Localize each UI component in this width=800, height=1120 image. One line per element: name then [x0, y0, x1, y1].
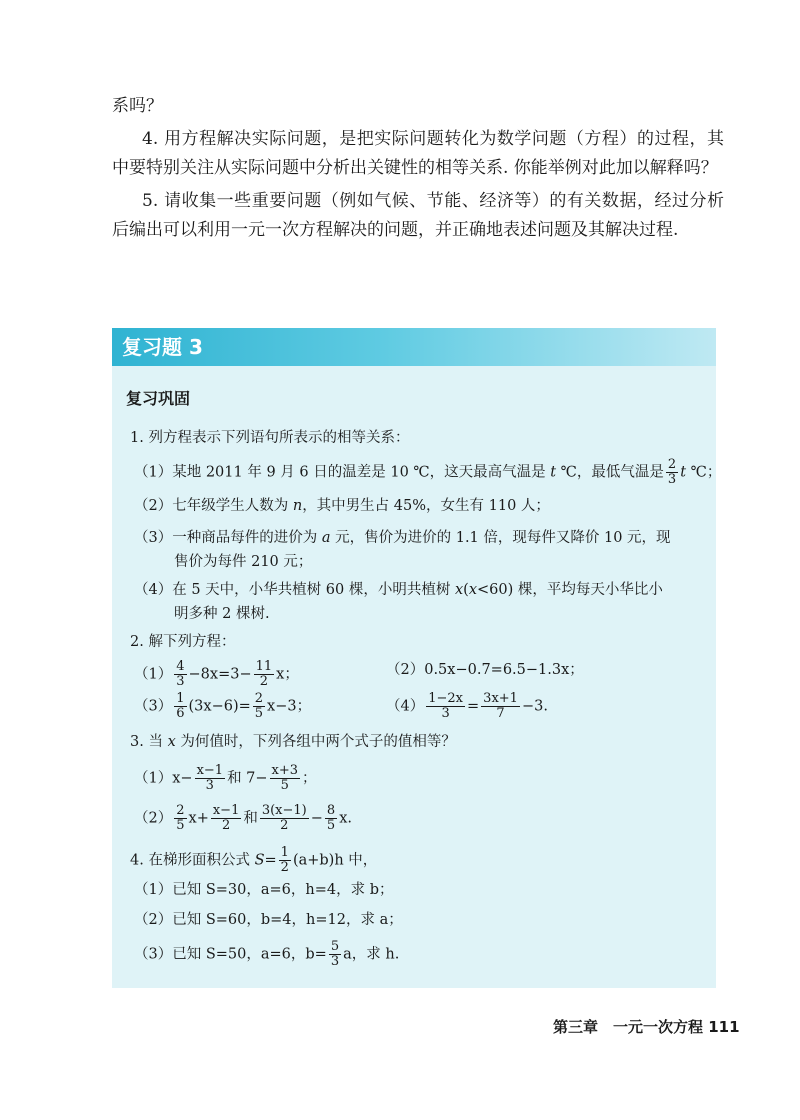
q1-item-4-cont: 明多种 2 棵树. [174, 606, 270, 622]
q1-item-2: （2）七年级学生人数为 n，其中男生占 45%，女生有 110 人； [134, 498, 550, 514]
intro-question-5: 5. 请收集一些重要问题（例如气候、节能、经济等）的有关数据，经过分析后编出可以利用一元一次方程解决的问题，并正确地表述问题及其解决过程. [112, 191, 724, 240]
q4-item-3: （3）已知 S=50，a=6，b= $\frac{5}{3}$ a，求 h. [134, 939, 400, 969]
q4-item-1: （1）已知 S=30，a=6，h=4，求 b； [134, 882, 394, 898]
q3-pair-2: （2） $\frac{2}{5}$ x+ $\frac{x-1}{2}$ 和 $\frac{3(x-1)}{2}$ − $\frac{8}{5}$ x. [134, 803, 352, 833]
q2-eq-4: （4） $\frac{1-2x}{3}$ = $\frac{3x+1}{7}$ −3. [386, 691, 548, 721]
q1-item-1: （1）某地 2011 年 9 月 6 日的温差是 10 ℃，这天最高气温是 t ℃，最低气温是 $\frac{2}{3}$ t ℃； [134, 457, 722, 487]
review-box [112, 328, 722, 988]
page-footer: 第三章 一元一次方程 111 [553, 1018, 740, 1036]
q2-eq-2: （2）0.5x−0.7=6.5−1.3x； [386, 662, 584, 678]
q3-head: 3. 当 x 为何值时，下列各组中两个式子的值相等？ [130, 734, 456, 750]
q4-item-2: （2）已知 S=60，b=4，h=12，求 a； [134, 912, 403, 928]
q2-eq-1: （1） $\frac{4}{3}$ −8x=3− $\frac{11}{2}$ x； [134, 659, 299, 689]
q2-eq-3: （3） $\frac{1}{6}$ (3x−6)= $\frac{2}{5}$ x−3； [134, 691, 312, 721]
q1-item-3-cont: 售价为每件 210 元； [174, 554, 313, 570]
intro-question-4: 4. 用方程解决实际问题，是把实际问题转化为数学问题（方程）的过程，其中要特别关注从实际问题中分析出关键性的相等关系. 你能举例对此加以解释吗？ [112, 129, 724, 178]
q2-head: 2. 解下列方程： [130, 634, 236, 650]
q3-pair-1: （1）x− $\frac{x-1}{3}$ 和 7− $\frac{x+3}{5}$ ； [134, 763, 317, 793]
q1-item-4: （4）在 5 天中，小华共植树 60 棵，小明共植树 x(x<60) 棵，平均每天小华比小 [134, 582, 663, 598]
q1-head: 1. 列方程表示下列语句所表示的相等关系： [130, 430, 410, 446]
review-title: 复习题 3 [112, 328, 716, 366]
intro-text [112, 92, 724, 249]
q4-head: 4. 在梯形面积公式 S= $\frac{1}{2}$ (a+b)h 中， [130, 845, 378, 875]
review-subtitle: 复习巩固 [126, 389, 191, 408]
q1-item-3: （3）一种商品每件的进价为 a 元，售价为进价的 1.1 倍，现每件又降价 10 元，现 [134, 530, 671, 546]
intro-line-0: 系吗？ [112, 96, 163, 116]
